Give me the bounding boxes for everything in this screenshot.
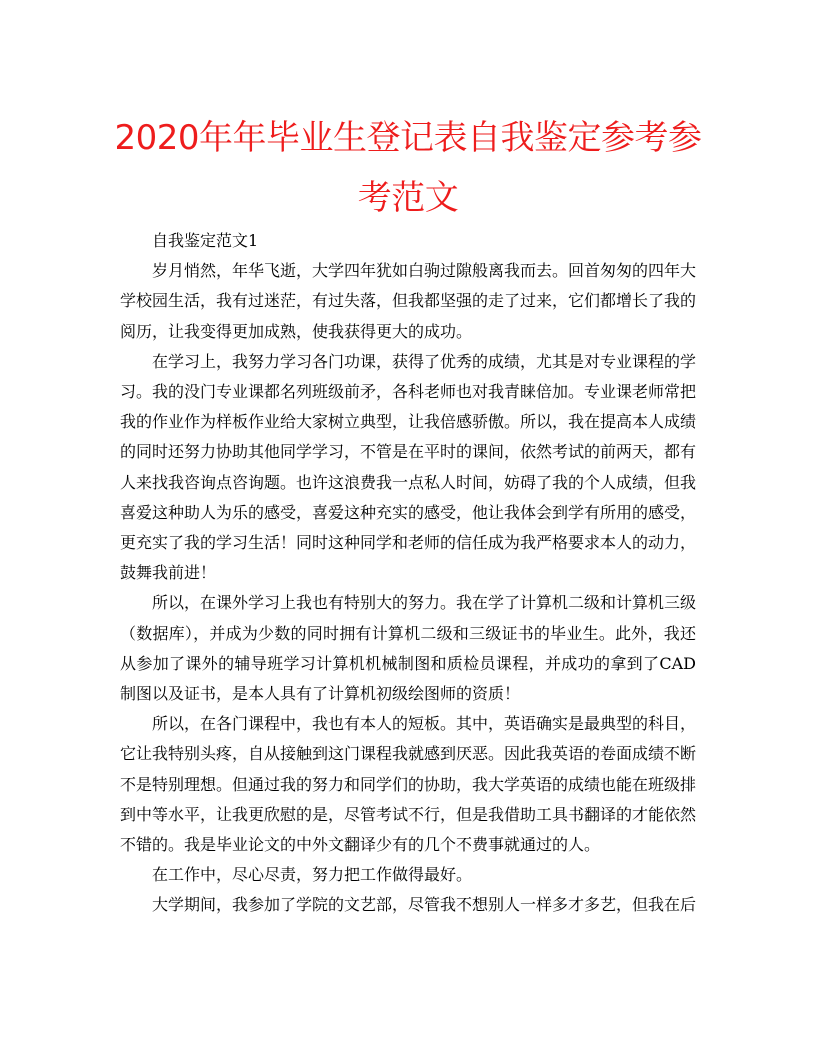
paragraph: 所以，在各门课程中，我也有本人的短板。其中，英语确实是最典型的科目，它让我特别头疼，自从接触到这门课程我就感到厌恶。因此我英语的卷面成绩不断不是特别理想。但通过我的努力和同学们的协助，我大学英语的成绩也能在班级排到中等水平，让我更欣慰的是，尽管考试不行，但是我借助工具书翻译的才能依然不错的。我是毕业论文的中外文翻译少有的几个不费事就通过的人。	[120, 714, 697, 855]
paragraph: 岁月悄然，年华飞逝，大学四年犹如白驹过隙般离我而去。回首匆匆的四年大学校园生活，我有过迷茫，有过失落，但我都坚强的走了过来，它们都增长了我的阅历，让我变得更加成熟，使我获得更大的成功。	[120, 261, 697, 341]
document-body	[120, 226, 696, 921]
paragraph: 在工作中，尽心尽责，努力把工作做得最好。	[152, 865, 473, 885]
document-title: 2020年年毕业生登记表自我鉴定参考参考范文	[114, 118, 702, 218]
section-heading: 自我鉴定范文1	[152, 231, 259, 250]
paragraph: 在学习上，我努力学习各门功课，获得了优秀的成绩，尤其是对专业课程的学习。我的没门专业课都名列班级前矛，各科老师也对我青睐倍加。专业课老师常把我的作业作为样板作业给大家树立典型，让我倍感骄傲。所以，我在提高本人成绩的同时还努力协助其他同学学习，不管是在平时的课间，依然考试的前两天，都有人来找我咨询点咨询题。也许这浪费我一点私人时间，妨碍了我的个人成绩，但我喜爱这种助人为乐的感受，喜爱这种充实的感受，他让我体会到学有所用的感受，更充实了我的学习生活！同时这种同学和老师的信任成为我严格要求本人的动力，鼓舞我前进！	[120, 351, 697, 583]
paragraph: 大学期间，我参加了学院的文艺部，尽管我不想别人一样多才多艺，但我在后	[152, 895, 697, 915]
paragraph: 所以，在课外学习上我也有特别大的努力。我在学了计算机二级和计算机三级（数据库），并成为少数的同时拥有计算机二级和三级证书的毕业生。此外，我还从参加了课外的辅导班学习计算机机械制图和质检员课程，并成功的拿到了CAD制图以及证书，是本人具有了计算机初级绘图师的资质！	[120, 593, 697, 704]
